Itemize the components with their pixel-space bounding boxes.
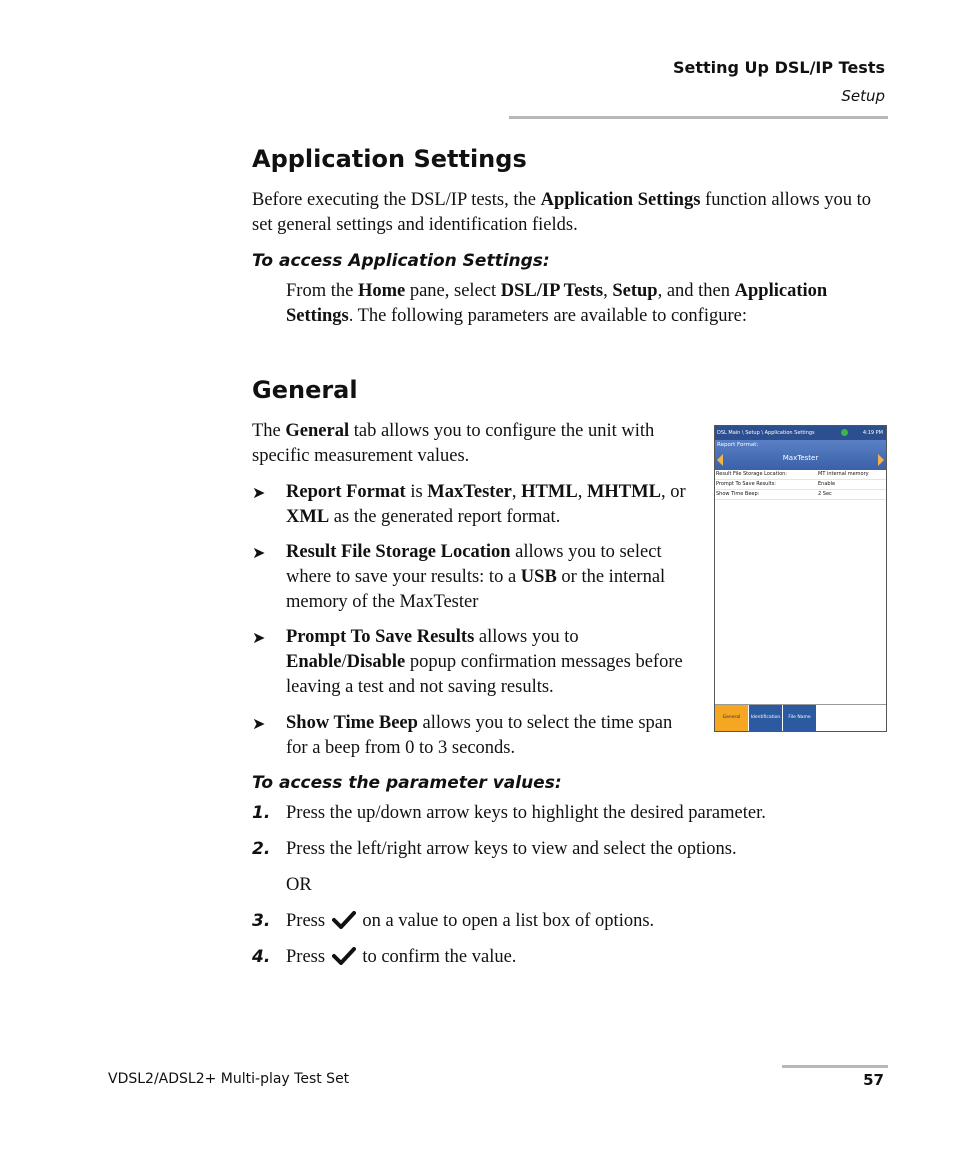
text-run: function allows you to set general settings and identification fields. [252, 190, 872, 235]
text-run: allows you to [474, 627, 579, 647]
step-text-after: to confirm the value. [362, 947, 517, 967]
device-clock: 4:19 PM [862, 430, 883, 436]
bold-term: Prompt To Save Results [286, 627, 475, 647]
text-run: is [405, 482, 428, 502]
report-format-label: Report Format: [717, 442, 759, 448]
bold-term: Disable [346, 652, 406, 672]
arrow-right-icon[interactable] [878, 454, 884, 466]
footer-rule [782, 1065, 888, 1068]
bullet-arrow-icon: ➤ [252, 545, 266, 562]
bold-term: Setup [612, 281, 658, 301]
bold-term: XML [286, 507, 330, 527]
application-settings-intro [252, 188, 888, 238]
text-run: pane, select [405, 281, 501, 301]
setting-value: Enable [818, 481, 836, 487]
procedure-title-parameter-values: To access the parameter values: [252, 773, 562, 793]
device-title-bar [715, 426, 886, 440]
page-number: 57 [863, 1071, 884, 1089]
bullet-arrow-icon: ➤ [252, 485, 266, 502]
text-run: as the generated report format. [329, 507, 561, 527]
text-run: From the [286, 281, 358, 301]
or-separator: OR [286, 875, 312, 895]
running-header-section: Setup [841, 87, 885, 105]
bullet-arrow-icon: ➤ [252, 716, 266, 733]
general-heading: General [252, 376, 358, 404]
bold-term: Application Settings [540, 190, 701, 210]
bold-term: Result File Storage Location [286, 542, 511, 562]
text-run: . The following parameters are available to configure: [348, 306, 747, 326]
bold-term: Report Format [286, 482, 406, 502]
bold-term: Show Time Beep [286, 713, 418, 733]
step-number: 3. [252, 911, 271, 931]
bold-term: Home [357, 281, 406, 301]
report-format-selector[interactable] [715, 440, 886, 470]
text-run: popup confirmation messages before leaving a test and not saving results. [286, 652, 683, 697]
setting-value: 2 Sec [818, 491, 832, 497]
text-run: , and then [657, 281, 735, 301]
checkmark-icon [332, 911, 356, 929]
footer-product-name: VDSL2/ADSL2+ Multi-play Test Set [108, 1071, 350, 1087]
bold-term: USB [520, 567, 557, 587]
application-settings-heading: Application Settings [252, 145, 527, 173]
bullet-result-file-storage [286, 540, 711, 615]
text-run: , [577, 482, 587, 502]
text-run: The [252, 421, 286, 441]
running-header-chapter: Setting Up DSL/IP Tests [672, 58, 885, 77]
setting-row[interactable] [715, 480, 886, 490]
text-run: , [511, 482, 522, 502]
bold-term: HTML [521, 482, 578, 502]
step-text-after: on a value to open a list box of options. [362, 911, 655, 931]
step-number: 1. [252, 803, 271, 823]
step-number: 4. [252, 947, 271, 967]
step-number: 2. [252, 839, 271, 859]
procedure-access-settings-text [286, 279, 866, 329]
setting-key: Prompt To Save Results: [716, 481, 776, 487]
bold-term: Application Settings [286, 281, 828, 326]
report-format-value: MaxTester [782, 454, 819, 462]
setting-key: Result File Storage Location: [716, 471, 787, 477]
status-led-icon [841, 429, 848, 436]
header-rule [509, 116, 888, 119]
text-run: / [341, 652, 347, 672]
device-breadcrumb: DSL Main \ Setup \ Application Settings [717, 430, 815, 436]
step-text-before: Press the left/right arrow keys to view and select the options. [286, 839, 737, 859]
setting-row[interactable] [715, 490, 886, 500]
text-run: allows you to select the time span for a beep from 0 to 3 seconds. [286, 713, 673, 758]
checkmark-icon [332, 947, 356, 965]
setting-key: Show Time Beep: [716, 491, 760, 497]
setting-value: MT internal memory [818, 471, 869, 477]
step-text-before: Press [286, 947, 326, 967]
step-text [286, 837, 886, 862]
step-text-before: Press [286, 911, 326, 931]
bold-term: MaxTester [427, 482, 512, 502]
bullet-prompt-to-save [286, 625, 698, 700]
bold-term: Enable [286, 652, 342, 672]
step-text-before: Press the up/down arrow keys to highlight the desired parameter. [286, 803, 766, 823]
text-run: allows you to select where to save your results: to a [286, 542, 662, 587]
text-run: Before executing the DSL/IP tests, the [252, 190, 541, 210]
text-run: , [603, 281, 613, 301]
bullet-report-format [286, 480, 711, 530]
tab-general[interactable]: General [715, 705, 749, 731]
step-text [286, 909, 886, 934]
text-run: or the internal memory of the MaxTester [286, 567, 666, 612]
bold-term: General [285, 421, 350, 441]
bullet-arrow-icon: ➤ [252, 630, 266, 647]
bullet-show-time-beep [286, 711, 698, 761]
text-run: tab allows you to configure the unit with specific measurement values. [252, 421, 655, 466]
bold-term: DSL/IP Tests [500, 281, 604, 301]
step-text [286, 801, 886, 826]
step-text [286, 945, 886, 970]
general-intro [252, 419, 710, 469]
device-tab-bar [715, 704, 886, 731]
bold-term: MHTML [586, 482, 661, 502]
tab-file-name[interactable]: File Name [783, 705, 817, 731]
tab-identification[interactable]: Identification [749, 705, 783, 731]
application-settings-screenshot [714, 425, 887, 732]
procedure-title-access-settings: To access Application Settings: [252, 251, 550, 271]
text-run: , or [660, 482, 686, 502]
setting-row[interactable] [715, 470, 886, 480]
